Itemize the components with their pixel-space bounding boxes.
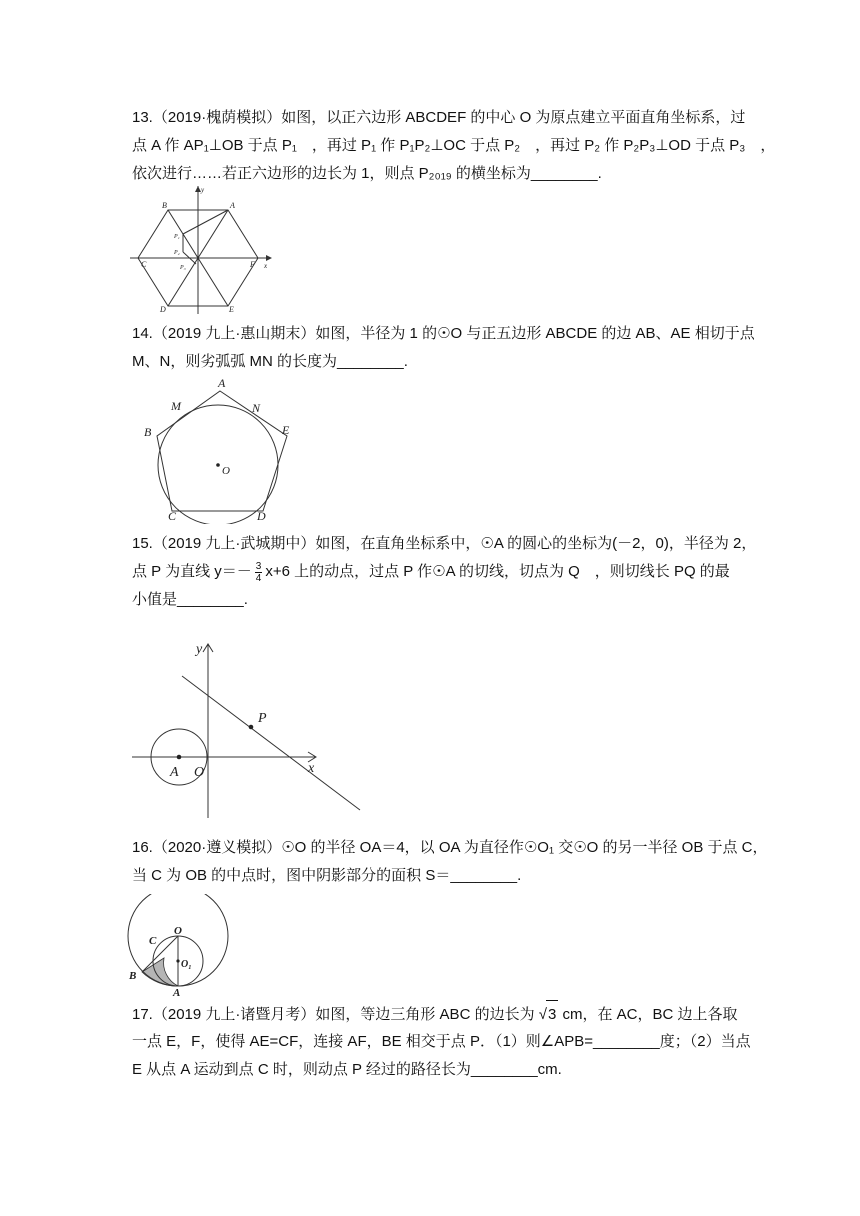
q17-line-3: E 从点 A 运动到点 C 时，则动点 P 经过的路径长为________cm. <box>132 1061 562 1078</box>
q16-line-1: 16.（2020·遵义模拟）☉O 的半径 OA＝4，以 OA 为直径作☉O₁ 交☉O 的另一半径 OB 于点 C， <box>132 839 768 856</box>
coord-label-p: P <box>258 711 267 726</box>
circle-label-o1: O₁ <box>181 959 192 970</box>
pent-label-e: E <box>282 423 290 437</box>
pent-label-m: M <box>171 399 181 413</box>
hex-label-a: A <box>230 201 235 210</box>
pent-label-o: O <box>222 465 230 477</box>
coord-label-x: x <box>308 761 315 776</box>
q15-line-2-end: x+6 上的动点，过点 P 作☉A 的切线，切点为 Q ，则切线长 PQ 的最 <box>265 563 730 580</box>
pent-label-a: A <box>218 376 226 390</box>
question-16 <box>132 834 768 890</box>
hex-label-e: E <box>229 305 234 314</box>
pent-label-b: B <box>144 425 152 439</box>
question-13 <box>132 104 776 188</box>
circle-label-a: A <box>173 987 181 996</box>
circle-label-c: C <box>149 935 157 947</box>
q17-line-1-end: cm，在 AC，BC 边上各取 <box>562 1006 738 1023</box>
fraction-numerator: 3 <box>255 560 262 572</box>
hex-label-x: x <box>264 262 268 270</box>
pentagon-figure <box>140 374 310 524</box>
sqrt-value: 3 <box>546 1000 558 1029</box>
q15-line-3: 小值是________. <box>132 591 248 608</box>
question-17 <box>132 1000 751 1084</box>
hex-label-p2: P₂ <box>174 250 180 256</box>
q17-line-1 <box>132 1000 738 1028</box>
pent-label-c: C <box>168 509 177 523</box>
coord-label-a: A <box>170 765 179 780</box>
q13-line-1: 13.（2019·槐荫模拟）如图，以正六边形 ABCDEF 的中心 O 为原点建立平面直角坐标系，过 <box>132 109 746 126</box>
q15-line-2-start: 点 P 为直线 y＝－ <box>132 563 252 580</box>
circle-label-b: B <box>129 970 137 982</box>
hex-label-c: C <box>141 260 147 269</box>
circle-label-o: O <box>174 925 182 937</box>
q16-line-2: 当 C 为 OB 的中点时，图中阴影部分的面积 S＝________. <box>132 867 522 884</box>
q13-line-3: 依次进行……若正六边形的边长为 1，则点 P₂₀₁₉ 的横坐标为________. <box>132 165 602 182</box>
question-15 <box>132 530 757 614</box>
hex-label-p1: P₁ <box>174 234 180 240</box>
q15-line-2 <box>132 558 732 586</box>
hex-label-b: B <box>162 201 167 210</box>
q15-line-1: 15.（2019 九上·武城期中）如图，在直角坐标系中，☉A 的圆心的坐标为(－2，0)，半径为 2， <box>132 535 757 552</box>
hex-label-y: y <box>201 186 205 194</box>
pent-label-d: D <box>257 509 266 523</box>
q14-line-2: M、N，则劣弧弧 MN 的长度为________. <box>132 353 408 370</box>
q13-line-2: 点 A 作 AP₁⊥OB 于点 P₁ ，再过 P₁ 作 P₁P₂⊥OC 于点 P₂ ，再过 P₂ 作 P₂P₃⊥OD 于点 P₃ ， <box>132 137 776 154</box>
hex-label-d: D <box>160 305 166 314</box>
circles-figure <box>126 894 241 996</box>
coord-label-o: O <box>194 765 205 780</box>
q14-line-1: 14.（2019 九上·惠山期末）如图，半径为 1 的☉O 与正五边形 ABCDE 的边 AB、AE 相切于点 <box>132 325 755 342</box>
coordinate-figure <box>130 640 365 820</box>
fraction-denominator: 4 <box>255 572 262 584</box>
fraction-three-quarters <box>255 561 263 584</box>
q17-line-2: 一点 E，F，使得 AE=CF，连接 AF，BE 相交于点 P．（1）则∠APB=________度；（2）当点 <box>132 1033 751 1050</box>
hex-label-f: F <box>250 260 255 269</box>
question-14 <box>132 320 755 376</box>
hexagon-figure <box>128 184 278 316</box>
hex-label-p3: P₃ <box>180 265 186 271</box>
sqrt-symbol: √ <box>538 1006 547 1023</box>
q17-line-1-start: 17.（2019 九上·诸暨月考）如图，等边三角形 ABC 的边长为 <box>132 1006 535 1023</box>
pent-label-n: N <box>252 401 261 415</box>
coord-label-y: y <box>196 642 203 657</box>
